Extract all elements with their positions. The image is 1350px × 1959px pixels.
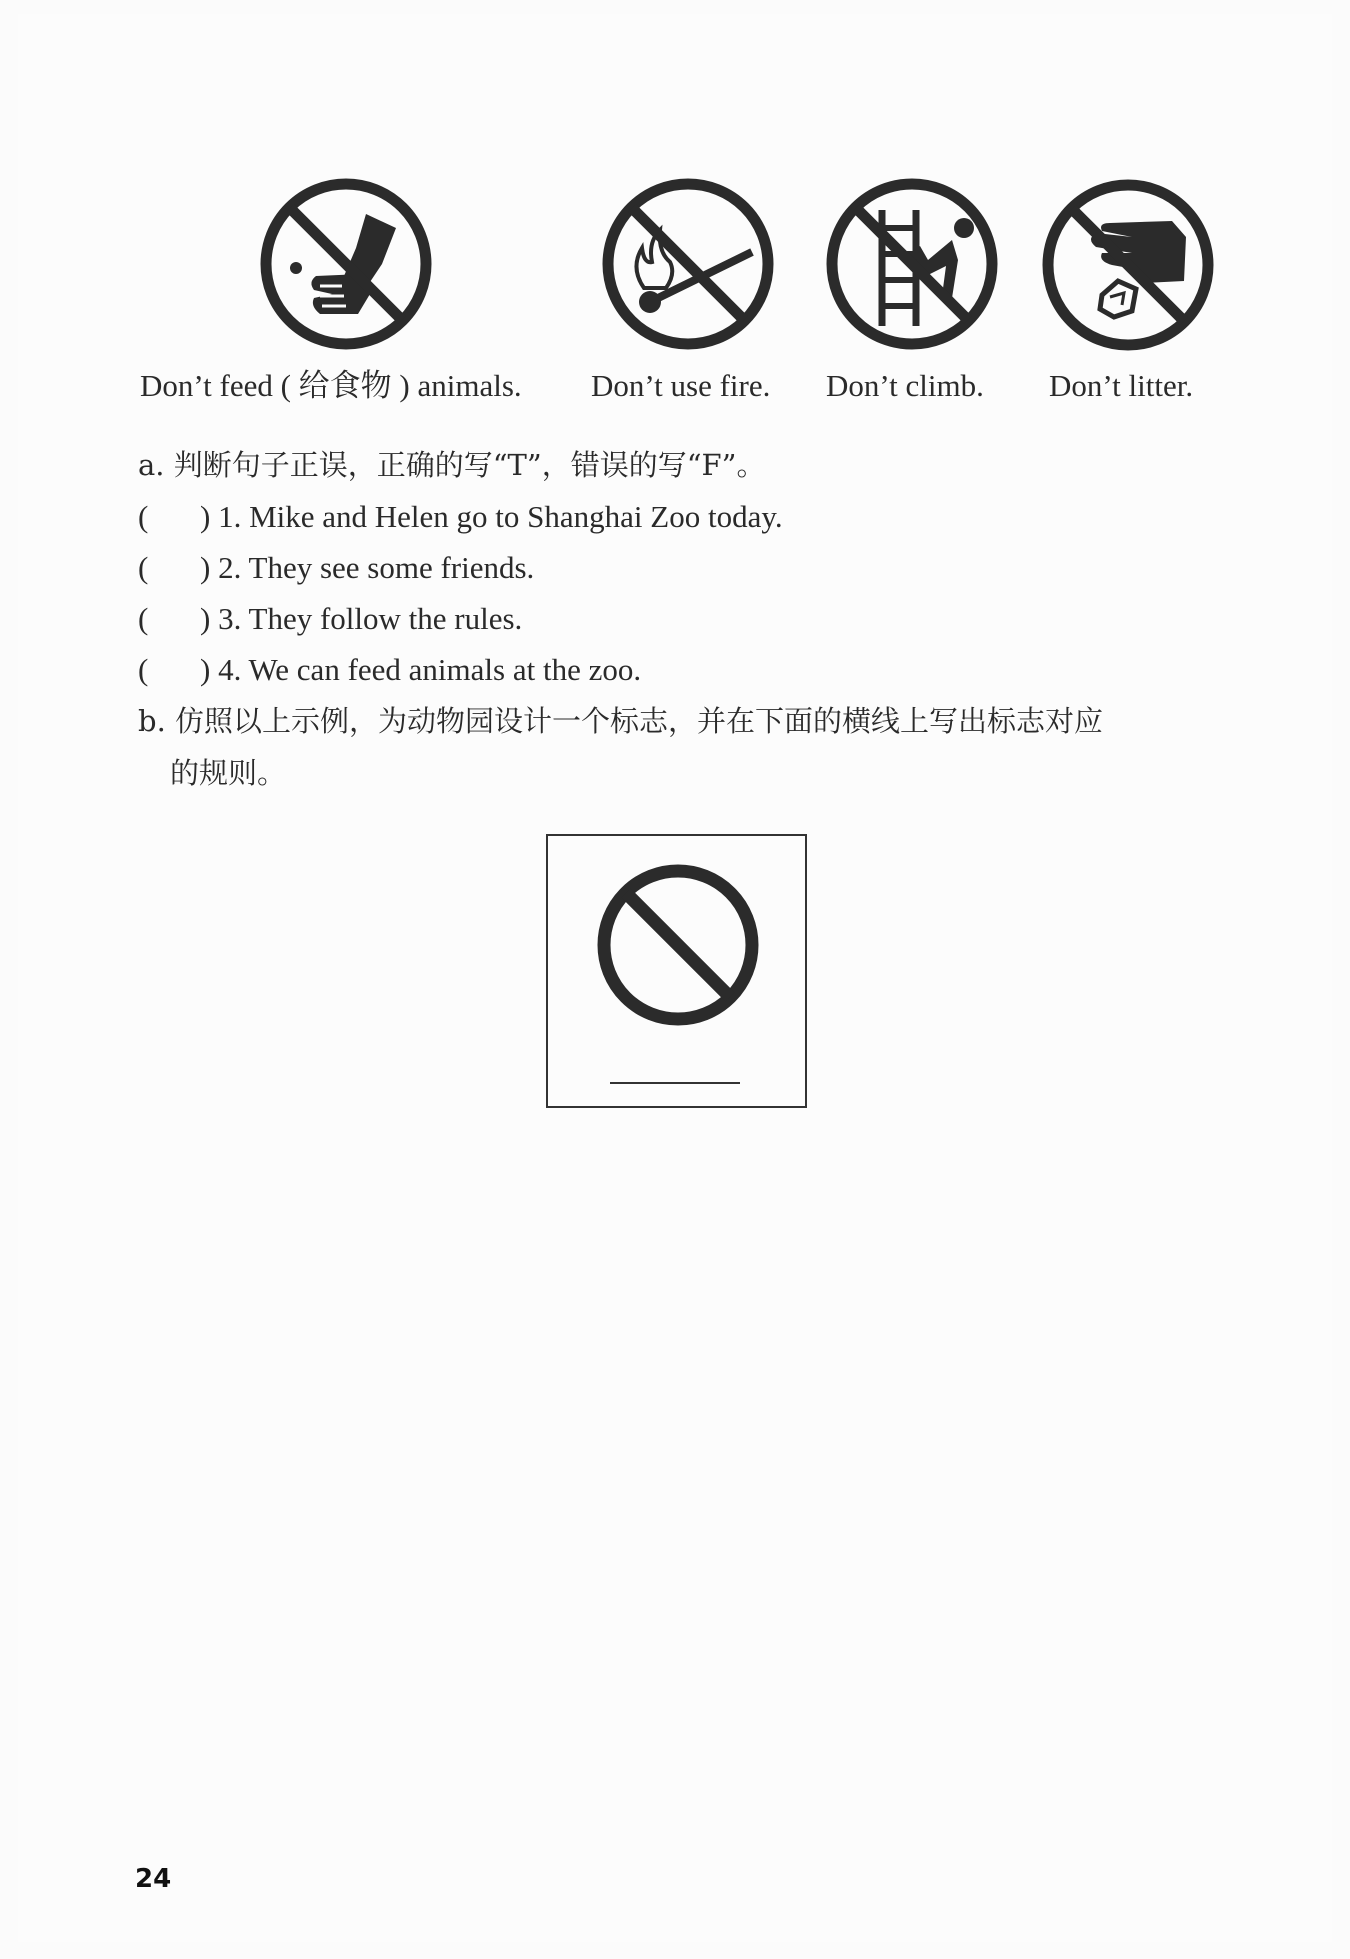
answer-blank[interactable]: (: [138, 550, 149, 585]
caption-no-fire: Don’t use fire.: [591, 368, 771, 403]
no-climbing-sign-icon: [824, 176, 1000, 352]
no-feeding-sign-icon: [258, 176, 434, 352]
statement-text: ) 3. They follow the rules.: [200, 601, 523, 636]
statement-text: ) 4. We can feed animals at the zoo.: [200, 652, 642, 687]
answer-blank[interactable]: (: [138, 652, 149, 687]
caption-no-feeding: Don’t feed ( 给食物 ) animals.: [140, 368, 522, 403]
statement-text: ) 2. They see some friends.: [200, 550, 535, 585]
rule-answer-line[interactable]: [610, 1082, 740, 1084]
sign-design-box[interactable]: [546, 834, 807, 1108]
caption-no-climbing: Don’t climb.: [826, 368, 984, 403]
true-false-item-3: [138, 599, 522, 639]
statement-text: ) 1. Mike and Helen go to Shanghai Zoo today.: [200, 499, 783, 534]
caption-no-littering: Don’t litter.: [1049, 368, 1194, 403]
instruction-part-a: a. 判断句子正误，正确的写“T”，错误的写“F”。: [138, 448, 766, 482]
true-false-item-2: [138, 548, 534, 588]
no-littering-sign-icon: [1040, 177, 1216, 353]
instruction-part-b-continued: 的规则。: [170, 756, 287, 790]
page-number: 24: [135, 1864, 172, 1894]
true-false-item-4: [138, 650, 641, 690]
blank-prohibition-sign-icon: [596, 863, 760, 1027]
answer-blank[interactable]: (: [138, 499, 149, 534]
answer-blank[interactable]: (: [138, 601, 149, 636]
instruction-part-b: b. 仿照以上示例，为动物园设计一个标志，并在下面的横线上写出标志对应: [138, 704, 1104, 738]
true-false-item-1: [138, 497, 783, 537]
no-fire-sign-icon: [600, 176, 776, 352]
